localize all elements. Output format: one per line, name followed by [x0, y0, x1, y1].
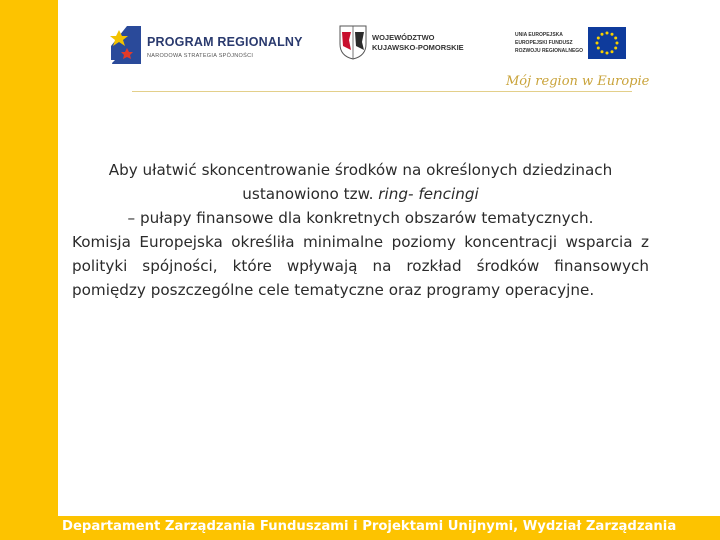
intro-line-1: Aby ułatwić skoncentrowanie środków na określonych dziedzinach	[108, 161, 613, 179]
ring-fencing-term: ring- fencingi	[378, 185, 479, 203]
paragraph-commission: Komisja Europejska określiła minimalne poziomy koncentracji wsparcia z polityki spójności, które wpływają na rozkład środków finansowych pomiędzy poszczególne cele tematyczne oraz programy operacyjne.	[72, 233, 649, 299]
program-subtitle: NARODOWA STRATEGIA SPÓJNOŚCI	[147, 53, 254, 59]
content-text	[72, 158, 649, 302]
tagline: Mój region w Europie	[506, 74, 650, 89]
footer-text: Departament Zarządzania Funduszami i Projektami Unijnymi, Wydział Zarządzania	[62, 519, 677, 534]
program-regionalny-logo	[105, 22, 303, 68]
eu-line3: ROZWOJU REGIONALNEGO	[515, 48, 584, 54]
wojewodztwo-line1: WOJEWÓDZTWO	[372, 33, 435, 42]
eu-line1: UNIA EUROPEJSKA	[515, 32, 563, 38]
eu-fund-logo	[510, 27, 630, 63]
paragraph-intro	[72, 158, 649, 230]
header-divider	[132, 91, 632, 92]
slide	[58, 0, 720, 540]
eu-flag-icon	[588, 27, 626, 59]
program-emblem-icon	[105, 22, 145, 68]
eu-line2: EUROPEJSKI FUNDUSZ	[515, 40, 573, 46]
intro-line-2-prefix: ustanowiono tzw.	[242, 185, 379, 203]
logo-strip	[58, 0, 720, 100]
wojewodztwo-logo	[338, 24, 468, 64]
intro-line-2	[72, 182, 649, 206]
footer-bar	[58, 516, 720, 540]
wojewodztwo-line2: KUJAWSKO-POMORSKIE	[372, 43, 464, 52]
side-accent-bar	[0, 0, 58, 540]
intro-line-3: – pułapy finansowe dla konkretnych obszarów tematycznych.	[127, 209, 594, 227]
coat-of-arms-icon	[338, 24, 368, 60]
program-name: PROGRAM REGIONALNY	[147, 35, 303, 49]
